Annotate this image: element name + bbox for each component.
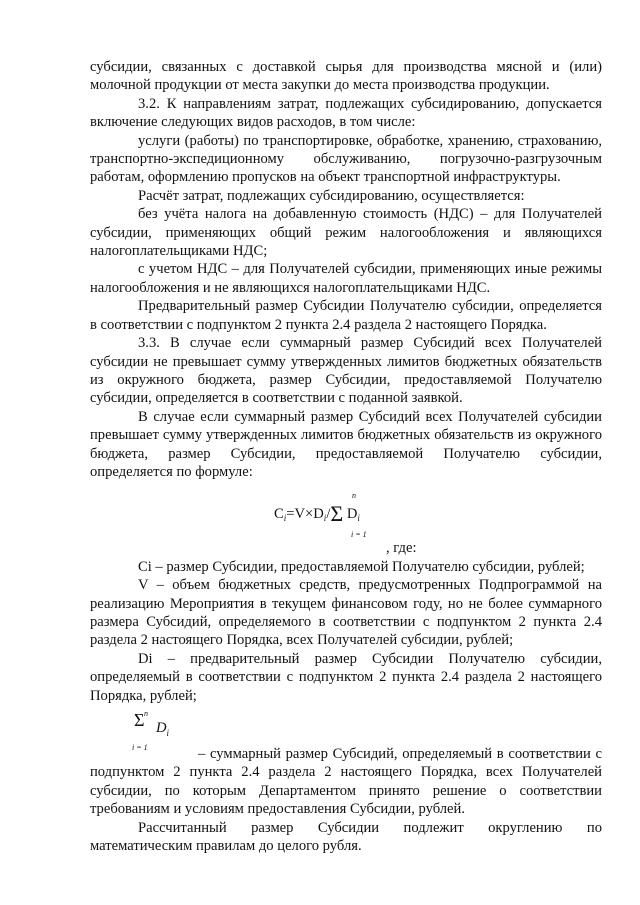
sum-symbol: [90, 705, 602, 752]
definition-sum: [90, 745, 602, 819]
paragraph: В случае если суммарный размер Субсидий всех Получателей субсидии превышает сумму утвержденных лимитов бюджетных обязательств из окружного бюджета, размер Субсидии, предоставляемой Получателю субсидии, определяется по формуле:: [90, 408, 602, 480]
formula-expression: [274, 501, 360, 527]
sum-var-letter: D: [156, 720, 167, 736]
formula-c-sub: i: [283, 513, 287, 524]
paragraph: с учетом НДС – для Получателей субсидии, применяющих иные режимы налогообложения и не являющихся налогоплательщиками НДС.: [90, 261, 602, 296]
formula-slash: /: [326, 506, 331, 523]
formula-c: C: [274, 506, 284, 523]
definition-v: V – объем бюджетных средств, предусмотренных Подпрограммой на реализацию Мероприятия в текущем финансовом году, но не более суммарного размера Субсидий, определяемого в соответствии с подпунктом 2 пункта 2.4 раздела 2 настоящего Порядка, всех Получателей субсидии, рублей;: [90, 577, 602, 649]
formula-sum-var: D: [346, 506, 358, 523]
definition-sum-text: – суммарный размер Субсидий, определяемый в соответствии с подпунктом 2 пункта 2.4 раздела 2 настоящего Порядка, всех Получателей субсидии, по которым Департаментом принято решение о соответствии требованиям и условиям предоставления Субсидии, рублей.: [90, 746, 602, 818]
sum-sigma: Σ: [134, 710, 145, 730]
definition-di: Di – предварительный размер Субсидии Получателю субсидии, определяемый в соответствии с подпунктом 2 пункта 2.4 раздела 2 настоящего Порядка, рублей;: [90, 650, 602, 704]
paragraph: без учёта налога на добавленную стоимость (НДС) – для Получателей субсидии, применяющих общий режим налогообложения и являющихся налогоплательщиками НДС;: [90, 206, 602, 260]
definition-ci: Ci – размер Субсидии, предоставляемой Получателю субсидии, рублей;: [138, 558, 585, 575]
paragraph-rounding: Рассчитанный размер Субсидии подлежит округлению по математическим правилам до целого рубля.: [90, 819, 602, 855]
document-page: [90, 58, 602, 855]
formula-sum-upper: n: [352, 491, 356, 501]
formula-sum-sub: i: [357, 513, 360, 524]
formula-where: , где:: [386, 540, 417, 557]
formula-sum-lower: i = 1: [351, 530, 367, 540]
sum-var: [156, 719, 169, 742]
paragraph-3-3: 3.3. В случае если суммарный размер Субсидий всех Получателей субсидии не превышает сумму утвержденных лимитов бюджетных обязательств из окружного бюджета, размер Субсидии, предоставляемой Получателю субсидии, определяется в соответствии с поданной заявкой.: [90, 335, 602, 407]
subsidy-formula: [90, 485, 602, 540]
sum-var-sub: i: [166, 727, 170, 738]
formula-sigma: Σ: [330, 501, 344, 527]
paragraph: услуги (работы) по транспортировке, обработке, хранению, страхованию, транспортно-экспедиционному обслуживанию, погрузочно-разгрузочным работам, оформлению пропусков на объект транспортной инфраструктуры.: [90, 132, 602, 186]
paragraph: Расчёт затрат, подлежащих субсидированию, осуществляется:: [138, 187, 525, 204]
formula-eq-v: =V×D: [286, 506, 324, 523]
paragraph-3-2: 3.2. К направлениям затрат, подлежащих субсидированию, допускается включение следующих видов расходов, в том числе:: [90, 95, 602, 131]
paragraph: субсидии, связанных с доставкой сырья для производства мясной и (или) молочной продукции от места закупки до места производства продукции.: [90, 59, 602, 94]
sum-upper: n: [144, 709, 148, 718]
sum-lower: i = 1: [132, 743, 148, 752]
paragraph: Предварительный размер Субсидии Получателю субсидии, определяется в соответствии с подпунктом 2 пункта 2.4 раздела 2 настоящего Порядка.: [90, 298, 602, 333]
formula-d-sub: i: [323, 513, 327, 524]
